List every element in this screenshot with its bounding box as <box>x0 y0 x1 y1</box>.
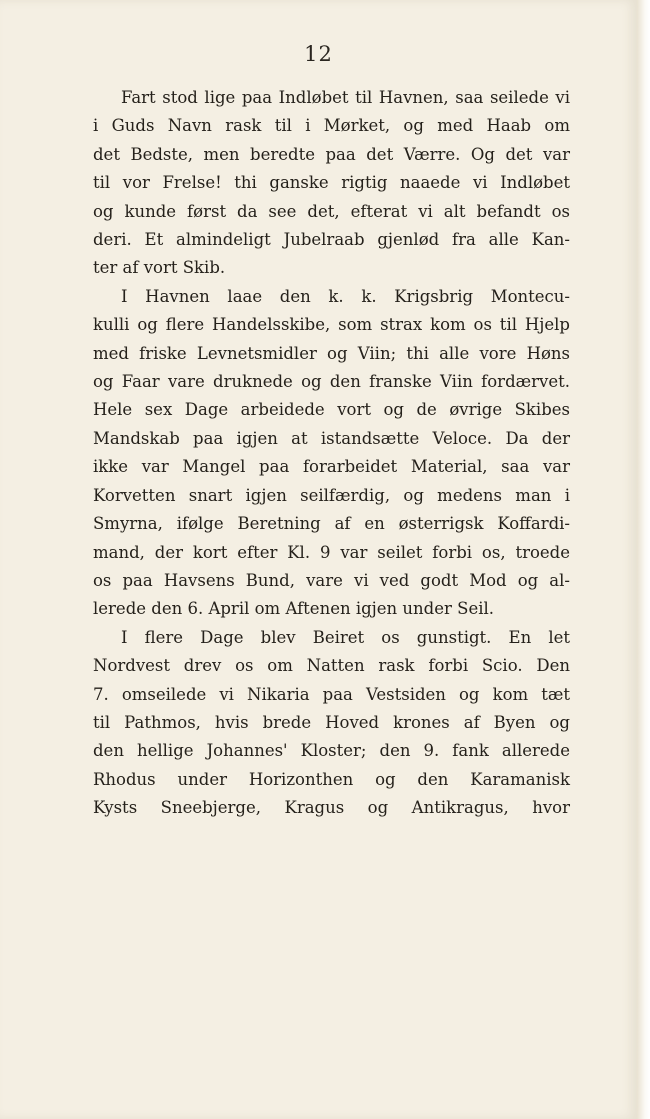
text-line: med friske Levnetsmidler og Viin; thi alle vore Høns <box>93 343 570 363</box>
text-line: det Bedste, men beredte paa det Værre. Og det var <box>93 144 570 164</box>
text-line: mand, der kort efter Kl. 9 var seilet forbi os, troede <box>93 542 570 562</box>
text-line: Mandskab paa igjen at istandsætte Veloce. Da der <box>93 428 570 448</box>
text-line: lerede den 6. April om Aftenen igjen under Seil. <box>93 599 495 619</box>
text-line: Kysts Sneebjerge, Kragus og Antikragus, hvor <box>93 798 570 818</box>
text-line: kulli og flere Handelsskibe, som strax kom os til Hjelp <box>93 315 570 335</box>
text-line: og kunde først da see det, efterat vi alt befandt os <box>93 201 570 221</box>
text-line: til Pathmos, hvis brede Hoved krones af Byen og <box>93 712 570 732</box>
page-number: 12 <box>304 42 333 66</box>
text-line: deri. Et almindeligt Jubelraab gjenlød fra alle Kan- <box>93 230 570 250</box>
text-line: ikke var Mangel paa forarbeidet Material, saa var <box>93 457 570 477</box>
body-text <box>93 84 570 823</box>
text-line: ter af vort Skib. <box>93 258 226 278</box>
text-line: Smyrna, ifølge Beretning af en østerrigsk Koffardi- <box>93 514 570 534</box>
text-line: I Havnen laae den k. k. Krigsbrig Montecu- <box>121 286 570 306</box>
text-line: til vor Frelse! thi ganske rigtig naaede vi Indløbet <box>93 173 570 193</box>
text-line: Rhodus under Horizonthen og den Karamanisk <box>93 769 570 789</box>
text-line: i Guds Navn rask til i Mørket, og med Haab om <box>93 116 570 136</box>
text-line: Fart stod lige paa Indløbet til Havnen, saa seilede vi <box>121 88 570 107</box>
text-line: og Faar vare druknede og den franske Viin fordærvet. <box>93 372 570 392</box>
text-line: Nordvest drev os om Natten rask forbi Scio. Den <box>93 656 570 676</box>
paragraph-3 <box>93 624 570 823</box>
paragraph-2 <box>93 283 570 624</box>
paragraph-1 <box>93 84 570 283</box>
text-line: os paa Havsens Bund, vare vi ved godt Mod og al- <box>93 570 570 590</box>
text-line: den hellige Johannes' Kloster; den 9. fank allerede <box>93 741 570 761</box>
text-line: Korvetten snart igjen seilfærdig, og medens man i <box>93 485 570 505</box>
text-line: 7. omseilede vi Nikaria paa Vestsiden og kom tæt <box>93 684 570 704</box>
page-edge <box>637 0 650 1119</box>
text-line: I flere Dage blev Beiret os gunstigt. En let <box>121 627 570 647</box>
text-line: Hele sex Dage arbeidede vort og de øvrige Skibes <box>93 400 570 420</box>
